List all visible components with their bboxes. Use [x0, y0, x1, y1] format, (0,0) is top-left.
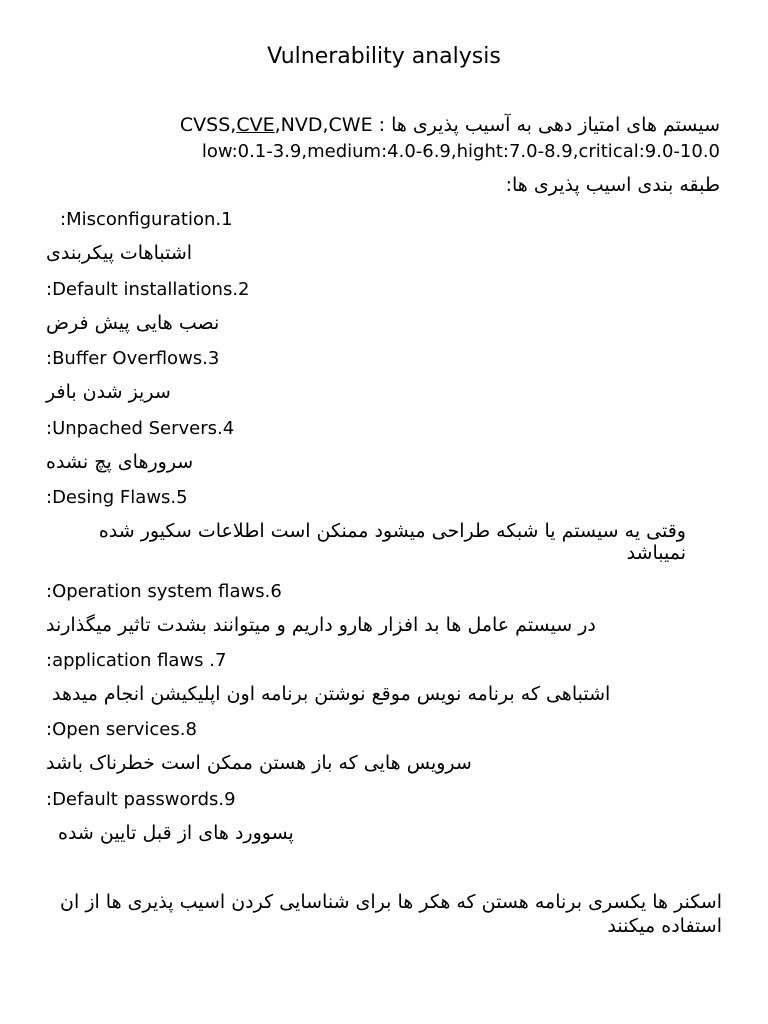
scoring-systems-label: سیستم های امتیاز دهی به آسیب پذیری ها :: [378, 114, 720, 136]
item-5-heading: :Desing Flaws.5: [46, 487, 188, 508]
footer-paragraph: اسکنر ها یکسری برنامه هستن که هکر ها برای شناسایی کردن اسیب پذیری ها از ان استفاده میکنند: [60, 891, 722, 937]
item-4-heading: :Unpached Servers.4: [46, 418, 235, 439]
item-2-heading: :Default installations.2: [46, 279, 250, 300]
item-2-description: نصب هایی پیش فرض: [46, 312, 220, 334]
item-3-heading: :Buffer Overflows.3: [46, 348, 220, 369]
item-4-description: سرورهای پچ نشده: [46, 451, 194, 473]
item-1-heading: :Misconfiguration.1: [60, 209, 233, 230]
item-9-heading: :Default passwords.9: [46, 789, 236, 810]
scoring-systems-line: [180, 114, 720, 136]
classification-heading: طبقه بندی اسیب پذیری ها:: [505, 174, 720, 196]
item-7-description: اشتباهی که برنامه نویس موقع نوشتن برنامه اون اپلیکیشن انجام میدهد: [52, 683, 611, 705]
item-8-heading: :Open services.8: [46, 719, 197, 740]
cvss-text: CVSS,: [179, 114, 237, 136]
item-8-description: سرویس هایی که باز هستن ممکن است خطرناک باشد: [46, 752, 472, 774]
item-7-heading: :application flaws .7: [46, 650, 227, 671]
item-6-description: در سیستم عامل ها بد افزار هارو داریم و میتوانند بشدت تاثیر میگذارند: [46, 614, 596, 636]
item-1-description: اشتباهات پیکربندی: [46, 242, 193, 264]
item-3-description: سریز شدن بافر: [46, 381, 171, 403]
scoring-systems-list: [180, 114, 373, 136]
cve-text: CVE: [236, 114, 275, 136]
item-5-description: وقتی یه سیستم یا شبکه طراحی میشود ممنکن است اطلاعات سکیور شده نمیباشد: [98, 520, 686, 564]
item-6-heading: :Operation system flaws.6: [46, 581, 282, 602]
document-title: Vulnerability analysis: [267, 44, 501, 69]
nvd-cwe-text: ,NVD,CWE: [274, 114, 373, 136]
item-9-description: پسوورد های از قبل تایین شده: [58, 822, 294, 844]
severity-ranges: low:0.1-3.9,medium:4.0-6.9,hight:7.0-8.9,critical:9.0-10.0: [201, 141, 720, 162]
